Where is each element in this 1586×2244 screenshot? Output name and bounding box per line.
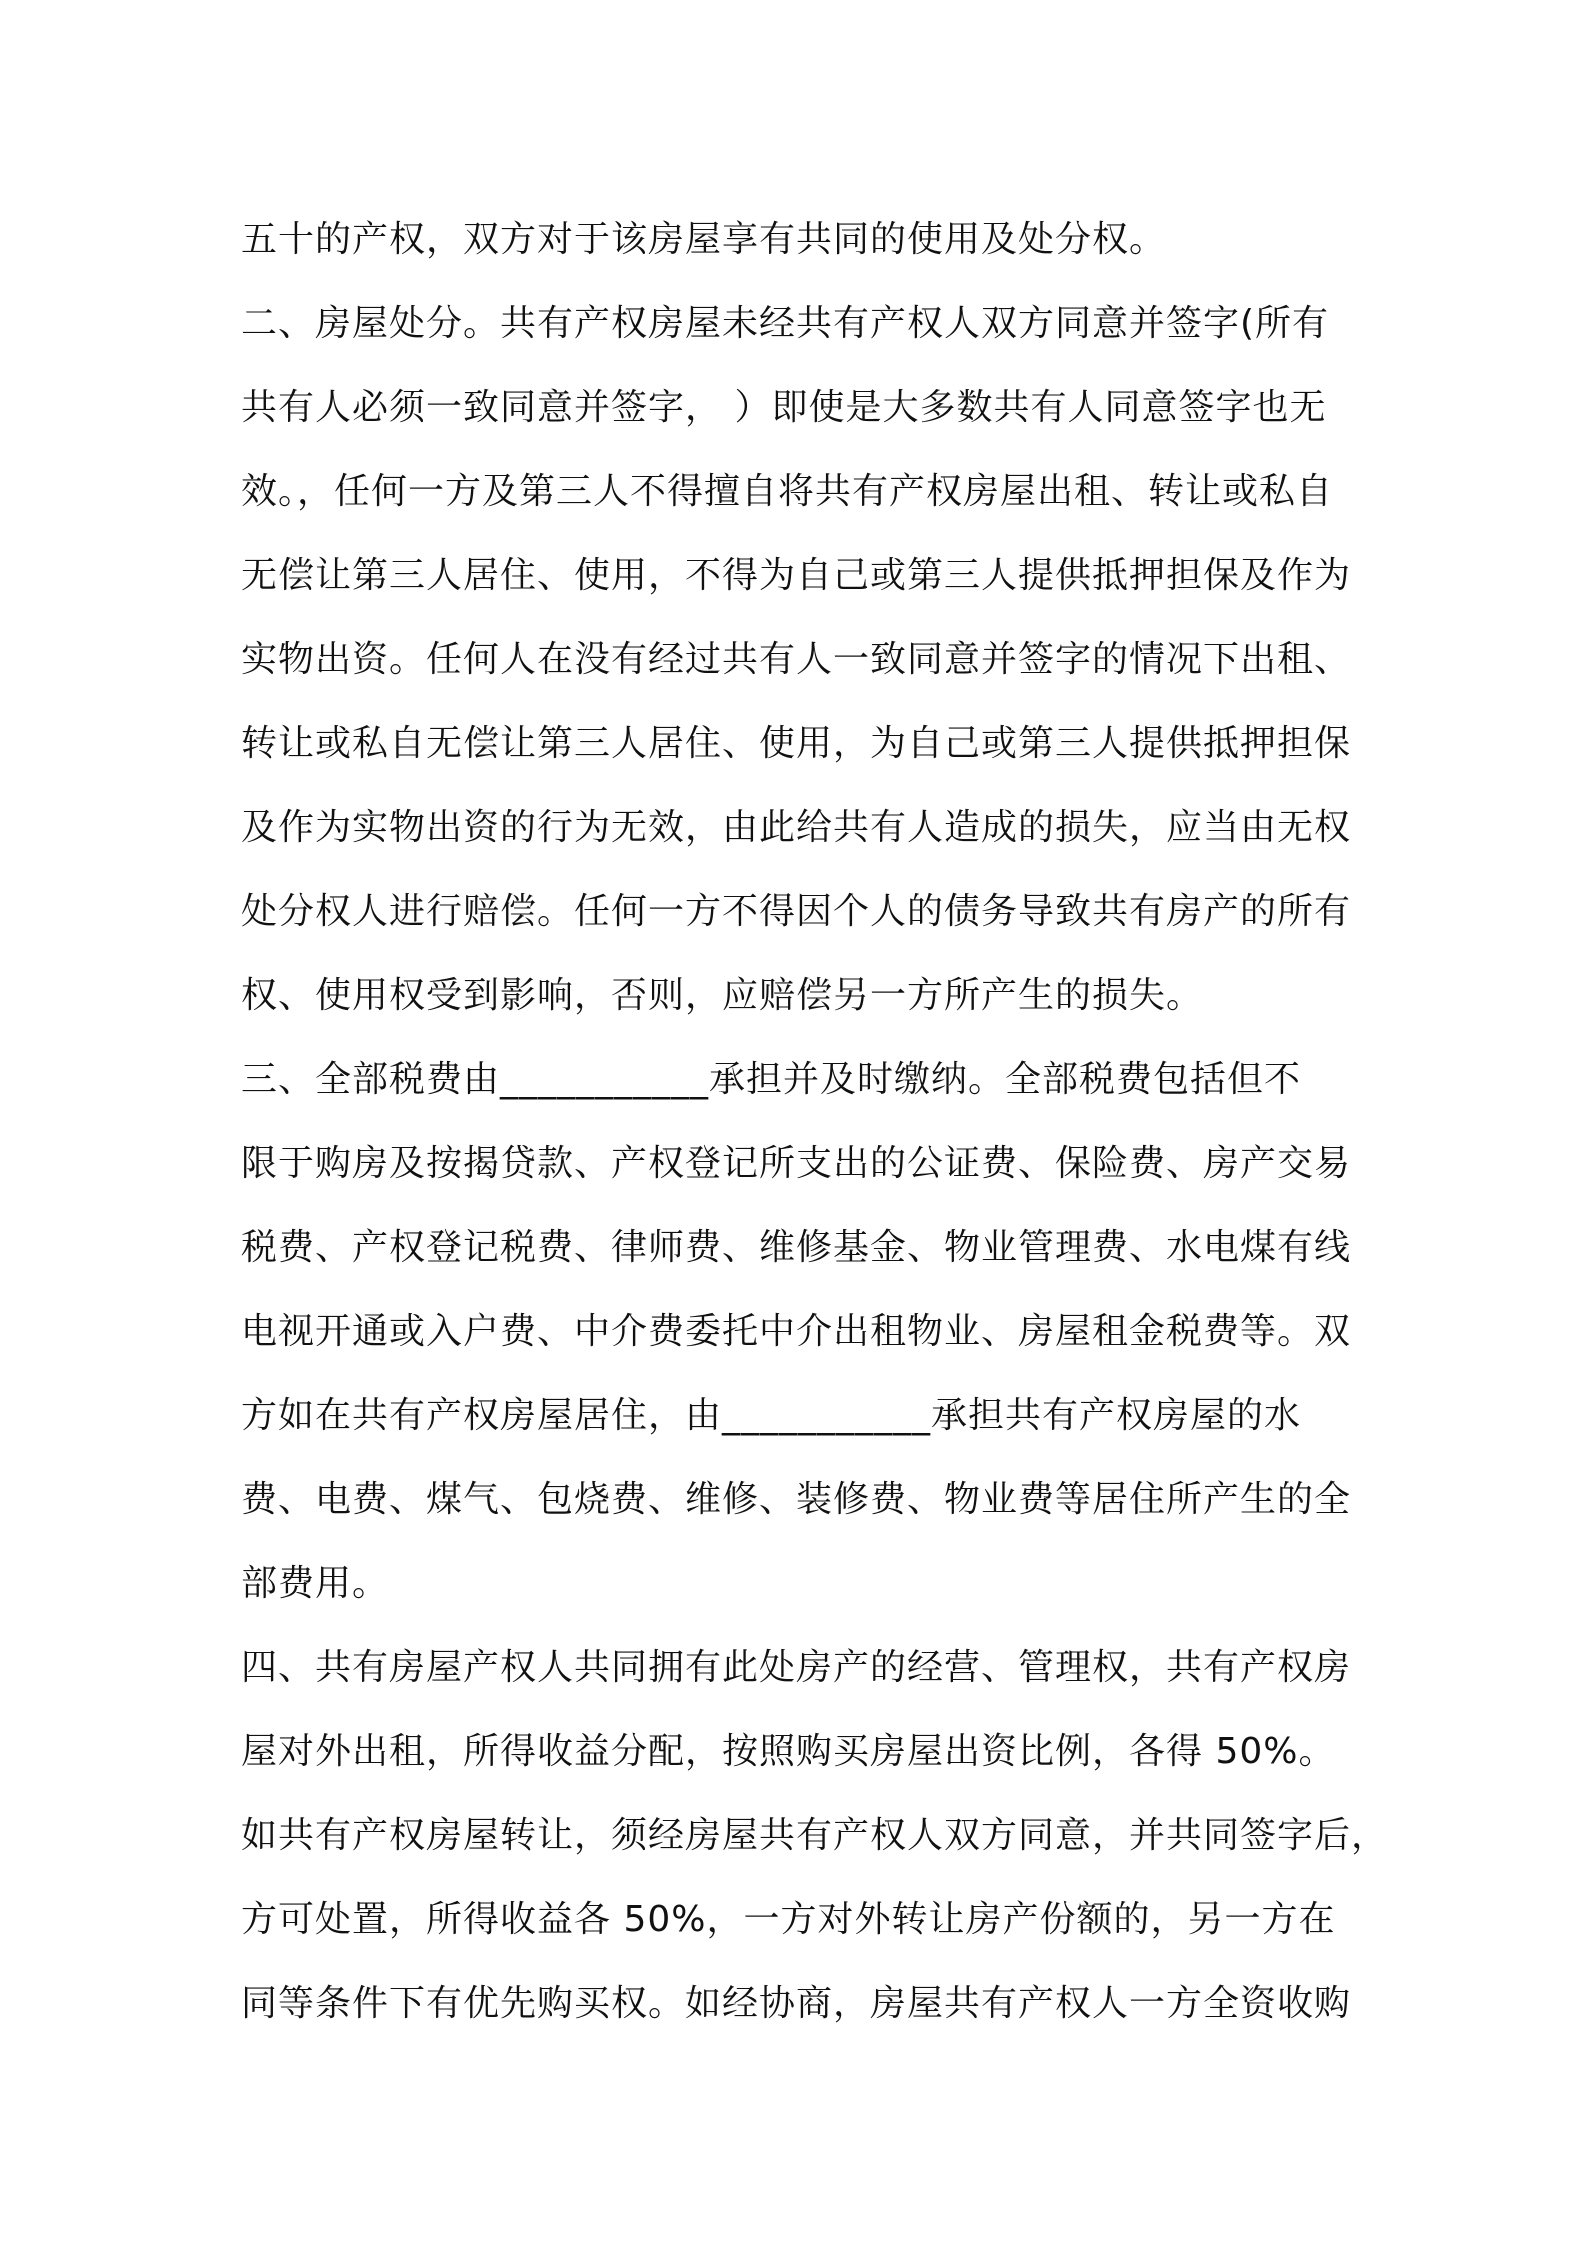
text-line: 及作为实物出资的行为无效，由此给共有人造成的损失，应当由无权	[241, 807, 1352, 848]
text-line: 权、使用权受到影响，否则，应赔偿另一方所产生的损失。	[241, 975, 1204, 1016]
text-line: 电视开通或入户费、中介费委托中介出租物业、房屋租金税费等。双	[241, 1311, 1352, 1352]
text-line: 部费用。	[241, 1563, 390, 1604]
text-line: 四、共有房屋产权人共同拥有此处房产的经营、管理权，共有产权房	[241, 1647, 1352, 1688]
text-line: 处分权人进行赔偿。任何一方不得因个人的债务导致共有房产的所有	[241, 891, 1352, 932]
text-line: 无偿让第三人居住、使用，不得为自己或第三人提供抵押担保及作为	[241, 555, 1352, 596]
text-line: 二、房屋处分。共有产权房屋未经共有产权人双方同意并签字(所有	[241, 303, 1330, 344]
text-line: 费、电费、煤气、包烧费、维修、装修费、物业费等居住所产生的全	[241, 1479, 1352, 1520]
text-line: 共有人必须一致同意并签字， ）即使是大多数共有人同意签字也无	[241, 387, 1327, 428]
text-line: 转让或私自无偿让第三人居住、使用，为自己或第三人提供抵押担保	[241, 723, 1352, 764]
text-line: 方可处置，所得收益各 50%，一方对外转让房产份额的，另一方在	[241, 1899, 1336, 1940]
text-line: 如共有产权房屋转让，须经房屋共有产权人双方同意，并共同签字后，	[241, 1815, 1389, 1856]
text-line: 税费、产权登记税费、律师费、维修基金、物业管理费、水电煤有线	[241, 1227, 1352, 1268]
text-line: 实物出资。任何人在没有经过共有人一致同意并签字的情况下出租、	[241, 639, 1352, 680]
text-line: 五十的产权，双方对于该房屋享有共同的使用及处分权。	[241, 219, 1167, 260]
text-line: 屋对外出租，所得收益分配，按照购买房屋出资比例，各得 50%。	[241, 1731, 1336, 1772]
text-line: 方如在共有产权房屋居住，由___________承担共有产权房屋的水	[241, 1395, 1302, 1436]
text-line: 三、全部税费由___________承担并及时缴纳。全部税费包括但不	[241, 1059, 1302, 1100]
document-body	[241, 198, 1389, 2046]
text-line: 同等条件下有优先购买权。如经协商，房屋共有产权人一方全资收购	[241, 1983, 1352, 2024]
text-line: 效。，任何一方及第三人不得擅自将共有产权房屋出租、转让或私自	[241, 471, 1334, 512]
text-line: 限于购房及按揭贷款、产权登记所支出的公证费、保险费、房产交易	[241, 1143, 1352, 1184]
